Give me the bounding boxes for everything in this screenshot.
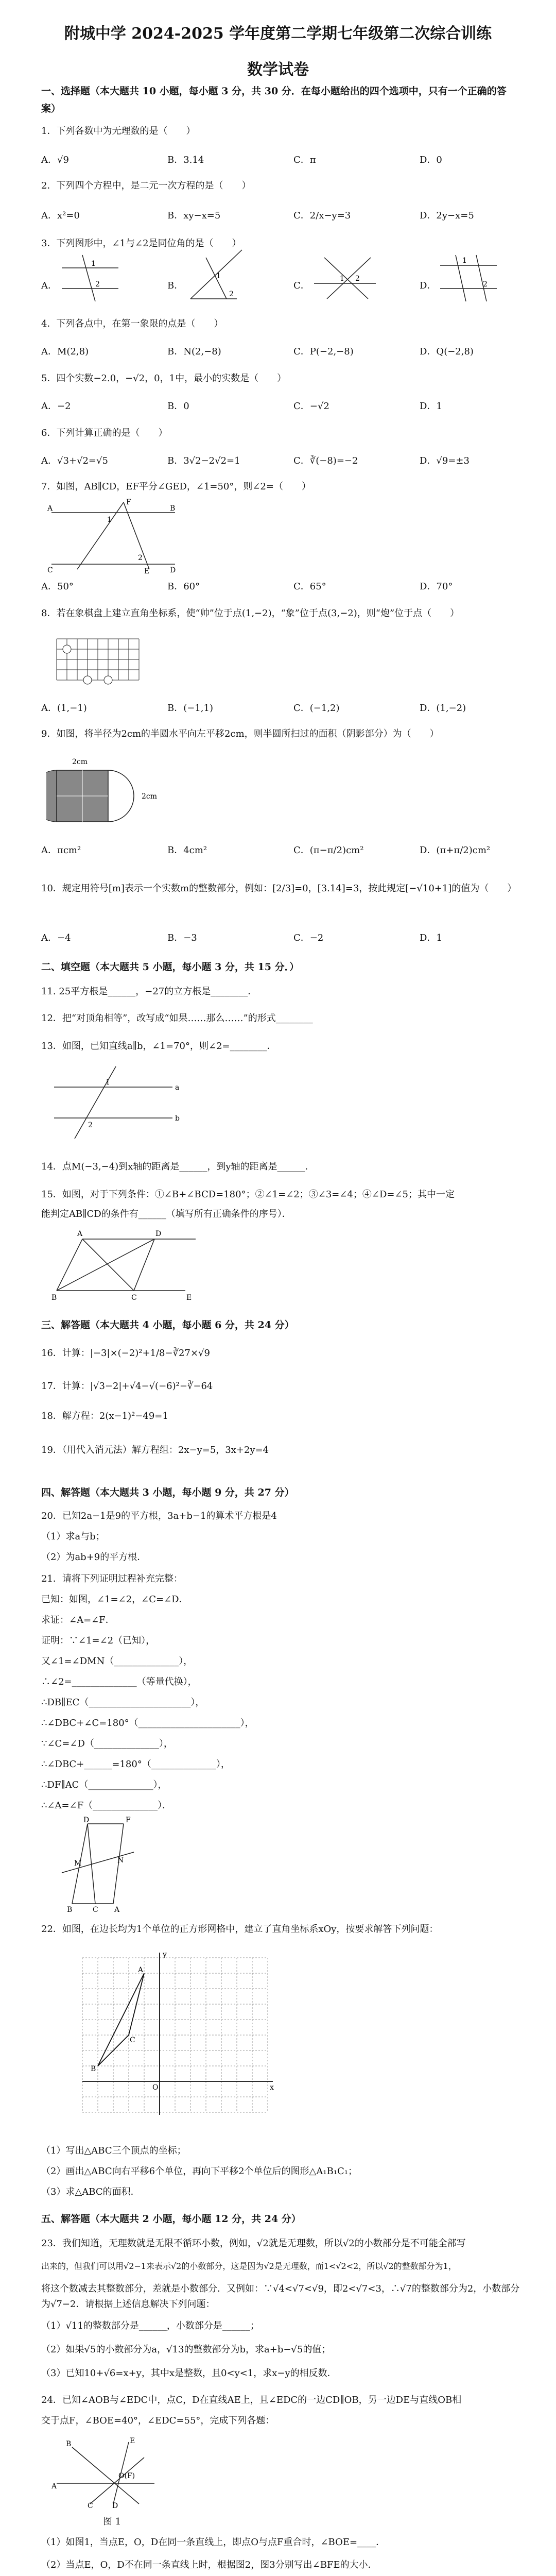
q8-option-c: C．(−1,2) — [293, 703, 340, 714]
q21-line-9: ∵∠C=∠D（______________）， — [41, 1738, 173, 1749]
q7-option-b: B．60° — [167, 581, 200, 592]
q3-option-b: B． — [167, 280, 184, 291]
q6-option-b: B．3√2−2√2=1 — [167, 455, 240, 466]
svg-text:A: A — [77, 1230, 83, 1238]
q8-stem: 8．若在象棋盘上建立直角坐标系，使“帅”位于点(1,−2)，“象”位于点(3,−2)，则“炮”位于点（ ） — [41, 608, 460, 619]
svg-text:C: C — [93, 1906, 98, 1914]
q1-option-a: A．√9 — [41, 155, 69, 165]
svg-text:2cm: 2cm — [72, 758, 88, 766]
q17-text: 17．计算：|√3−2|+√4−√(−6)²−∛−64 — [41, 1381, 213, 1392]
q8-option-b: B．(−1,1) — [167, 703, 213, 714]
svg-text:2: 2 — [483, 280, 488, 289]
svg-text:y: y — [163, 1951, 167, 1959]
q24-figure-1 — [51, 2437, 165, 2509]
q21-line-7: ∴DB∥EC（______________________）， — [41, 1697, 205, 1708]
svg-text:D: D — [112, 2502, 118, 2509]
q5-stem: 5．四个实数−2.0，−√2，0，1中，最小的实数是（ ） — [41, 373, 287, 384]
svg-text:F: F — [126, 1816, 131, 1824]
q1-option-c: C．π — [293, 155, 316, 165]
section-3-heading: 三、解答题（本大题共 4 小题，每小题 6 分，共 24 分） — [41, 1319, 294, 1331]
q21-line-2: 已知：如图，∠1=∠2，∠C=∠D． — [41, 1594, 188, 1605]
svg-text:E: E — [130, 2437, 135, 2445]
q10-option-d: D．1 — [420, 933, 442, 943]
q4-option-a: A．M(2,8) — [41, 346, 89, 357]
svg-text:C: C — [131, 1294, 137, 1302]
q6-option-a: A．√3+√2=√5 — [41, 455, 108, 466]
section-2-heading: 二、填空题（本大题共 5 小题，每小题 3 分，共 15 分．） — [41, 961, 300, 973]
q2-option-a: A．x²=0 — [41, 210, 80, 221]
svg-text:O: O — [152, 2083, 159, 2092]
q5-option-c: C．−√2 — [293, 401, 329, 412]
q12-text: 12．把“对顶角相等”，改写成“如果……那么……”的形式________ — [41, 1013, 313, 1024]
svg-text:x: x — [270, 2083, 274, 2092]
svg-text:N: N — [117, 1856, 124, 1865]
q8-option-a: A．(1,−1) — [41, 703, 87, 714]
q3-figure-c — [311, 252, 378, 304]
q1-option-b: B．3.14 — [167, 155, 204, 165]
q6-option-c: C．∛(−8)=−2 — [293, 455, 358, 466]
svg-text:O(F): O(F) — [118, 2472, 135, 2480]
q9-semicircle-figure — [46, 750, 180, 832]
svg-text:B: B — [170, 504, 176, 513]
section-4-heading: 四、解答题（本大题共 3 小题，每小题 9 分，共 27 分） — [41, 1487, 294, 1498]
q22-line-1: 22．如图，在边长均为1个单位的正方形网格中，建立了直角坐标系xOy，按要求解答下列问题： — [41, 1924, 439, 1935]
svg-text:A: A — [51, 2482, 57, 2490]
q23-line-1: 23．我们知道，无理数就是无限不循环小数，例如，√2就是无理数，所以√2的小数部分是不可能全部写 — [41, 2238, 466, 2249]
svg-text:D: D — [170, 566, 176, 574]
page-title: 附城中学 2024-2025 学年度第二学期七年级第二次综合训练 — [64, 25, 492, 43]
q7-stem: 7．如图，AB∥CD，EF平分∠GED，∠1=50°，则∠2=（ ） — [41, 481, 311, 492]
svg-text:E: E — [186, 1294, 192, 1302]
svg-text:1: 1 — [106, 1078, 110, 1087]
q19-text: 19．（用代入消元法）解方程组：2x−y=5，3x+2y=4 — [41, 1445, 269, 1455]
q2-option-d: D．2y−x=5 — [420, 210, 474, 221]
q16-text: 16．计算：|−3|×(−2)²+1/8−∛27×√9 — [41, 1348, 210, 1359]
q21-figure — [57, 1816, 160, 1914]
q11-text: 11. 25平方根是______，−27的立方根是________． — [41, 986, 257, 997]
q8-chessboard-figure — [51, 634, 144, 690]
svg-text:B: B — [91, 2065, 96, 2073]
svg-text:2: 2 — [95, 280, 100, 289]
q8-option-d: D．(1,−2) — [420, 703, 466, 714]
q3-figure-b — [185, 247, 247, 304]
q1-stem: 1．下列各数中为无理数的是（ ） — [41, 126, 196, 137]
section-5-heading: 五、解答题（本大题共 2 小题，每小题 12 分，共 24 分） — [41, 2213, 301, 2225]
q21-line-1: 21．请将下列证明过程补充完整： — [41, 1573, 183, 1584]
svg-text:b: b — [175, 1114, 180, 1123]
q18-text: 18．解方程：2(x−1)²−49=1 — [41, 1411, 168, 1421]
svg-text:1: 1 — [107, 516, 112, 524]
q13-figure — [49, 1061, 183, 1144]
svg-text:2: 2 — [138, 554, 143, 562]
q3-option-c: C． — [293, 280, 310, 291]
q3-figure-d — [438, 252, 499, 304]
q3-figure-a — [59, 252, 121, 304]
q6-option-d: D．√9=±3 — [420, 455, 470, 466]
q21-line-10: ∴∠DBC+______=180°（______________）， — [41, 1759, 230, 1770]
q10-option-b: B．−3 — [167, 933, 197, 943]
page-subtitle: 数学试卷 — [247, 61, 309, 79]
q9-option-b: B．4cm² — [167, 845, 207, 856]
q21-line-11: ∴DF∥AC（______________）， — [41, 1780, 167, 1790]
svg-text:1: 1 — [91, 260, 96, 268]
q3-option-a: A． — [41, 280, 57, 291]
q21-line-5: 又∠1=∠DMN（______________）， — [41, 1656, 193, 1667]
q21-line-12: ∴∠A=∠F（______________）． — [41, 1800, 172, 1811]
q4-option-c: C．P(−2,−8) — [293, 346, 354, 357]
q7-figure — [46, 497, 180, 574]
q3-stem: 3．下列图形中，∠1与∠2是同位角的是（ ） — [41, 238, 241, 249]
q3-option-d: D． — [420, 280, 437, 291]
q15-text-line2: 能判定AB∥CD的条件有______（填写所有正确条件的序号）． — [41, 1209, 291, 1219]
q23-line-6: （3）已知10+√6=x+y，其中x是整数，且0<y<1，求x−y的相反数． — [41, 2368, 337, 2379]
svg-text:A: A — [138, 1966, 144, 1974]
q2-option-b: B．xy−x=5 — [167, 210, 221, 221]
q20-line-3: （2）为ab+9的平方根． — [41, 1552, 147, 1563]
q5-option-d: D．1 — [420, 401, 442, 412]
q9-stem: 9．如图，将半径为2cm的半圆水平向左平移2cm，则半圆所扫过的面积（阴影部分）为（ ） — [41, 728, 439, 739]
q9-option-d: D．(π+π/2)cm² — [420, 845, 491, 856]
svg-text:C: C — [88, 2502, 93, 2509]
q5-option-a: A．−2 — [41, 401, 71, 412]
q23-line-2: 出来的，但我们可以用√2−1来表示√2的小数部分，这是因为√2是无理数，而1<√2<2，所以√2的整数部分为1， — [41, 2261, 457, 2271]
svg-text:1: 1 — [216, 272, 221, 280]
q4-option-b: B．N(2,−8) — [167, 346, 221, 357]
svg-text:2: 2 — [355, 275, 360, 283]
q14-text: 14．点M(−3,−4)到x轴的距离是______，到y轴的距离是______． — [41, 1161, 315, 1172]
q23-line-3: 将这个数减去其整数部分，差就是小数部分．又例如：∵√4<√7<√9，即2<√7<3，∴√7的整数部分为2，小数部分为√7−2．请根据上述信息解决下列问题： — [41, 2283, 520, 2310]
q20-line-1: 20．已知2a−1是9的平方根，3a+b−1的算术平方根是4 — [41, 1511, 277, 1521]
q24-figure-1-caption: 图 1 — [103, 2516, 121, 2527]
svg-text:D: D — [83, 1816, 90, 1824]
q2-option-c: C．2/x−y=3 — [293, 210, 351, 221]
svg-text:A: A — [47, 504, 53, 513]
q4-stem: 4．下列各点中，在第一象限的点是（ ） — [41, 318, 223, 329]
q24-part-1: （1）如图1，当点E，O，D在同一条直线上，即点O与点F重合时，∠BOE=____． — [41, 2537, 386, 2548]
svg-text:B: B — [51, 1294, 57, 1302]
svg-text:2: 2 — [229, 290, 234, 298]
q5-option-b: B．0 — [167, 401, 189, 412]
svg-text:B: B — [66, 2440, 72, 2448]
q22-line-4: （3）求△ABC的面积． — [41, 2187, 140, 2197]
q10-option-c: C．−2 — [293, 933, 324, 943]
svg-text:a: a — [175, 1083, 180, 1092]
q9-option-c: C．(π−π/2)cm² — [293, 845, 364, 856]
q10-stem: 10．规定用符号[m]表示一个实数m的整数部分，例如：[2/3]=0，[3.14]=3，按此规定[−√10+1]的值为（ ） — [41, 883, 517, 894]
q15-text-line1: 15．如图，对于下列条件：①∠B+∠BCD=180°；②∠1=∠2；③∠3=∠4；④∠D=∠5；其中一定 — [41, 1189, 455, 1200]
q7-option-a: A．50° — [41, 581, 74, 592]
q20-line-2: （1）求a与b； — [41, 1531, 105, 1542]
q21-line-8: ∴∠DBC+∠C=180°（______________________）， — [41, 1718, 254, 1728]
svg-text:1: 1 — [462, 257, 467, 265]
q21-line-4: 证明：∵∠1=∠2（已知）， — [41, 1635, 155, 1646]
q24-line-2: 交于点F，∠BOE=40°，∠EDC=55°，完成下列各题： — [41, 2415, 275, 2426]
svg-text:B: B — [67, 1906, 73, 1914]
q7-option-d: D．70° — [420, 581, 453, 592]
q24-line-1: 24．已知∠AOB与∠EDC中，点C，D在直线AE上，且∠EDC的一边CD∥OB，另一边DE与直线OB相 — [41, 2395, 462, 2405]
q9-option-a: A．πcm² — [41, 845, 81, 856]
q23-line-4: （1）√11的整数部分是______，小数部分是______； — [41, 2320, 259, 2331]
q4-option-d: D．Q(−2,8) — [420, 346, 474, 357]
svg-text:D: D — [155, 1230, 162, 1238]
q7-option-c: C．65° — [293, 581, 326, 592]
q13-text: 13．如图，已知直线a∥b，∠1=70°，则∠2=________． — [41, 1041, 276, 1052]
svg-text:C: C — [130, 2036, 135, 2044]
q22-line-3: （2）画出△ABC向右平移6个单位，再向下平移2个单位后的图形△A₁B₁C₁； — [41, 2166, 358, 2177]
svg-text:A: A — [114, 1906, 120, 1914]
q1-option-d: D．0 — [420, 155, 442, 165]
section-1-heading: 一、选择题（本大题共 10 小题，每小题 3 分，共 30 分．在每小题给出的四个选项中，只有一个正确的答案） — [41, 86, 507, 114]
q22-grid-figure — [72, 1947, 278, 2123]
q24-part-2: （2）当点E，O，D不在同一条直线上时，根据图2，图3分别写出∠BFE的大小． — [41, 2560, 377, 2570]
q6-stem: 6．下列计算正确的是（ ） — [41, 428, 168, 438]
svg-text:F: F — [126, 498, 131, 506]
q21-line-6: ∴∠2=______________（等量代换）， — [41, 1676, 197, 1687]
svg-text:2: 2 — [88, 1121, 93, 1129]
svg-text:1: 1 — [340, 275, 344, 283]
svg-text:E: E — [144, 567, 150, 574]
q2-stem: 2．下列四个方程中，是二元一次方程的是（ ） — [41, 180, 251, 191]
svg-text:M: M — [74, 1859, 82, 1868]
q21-line-3: 求证：∠A=∠F． — [41, 1615, 115, 1625]
svg-text:C: C — [47, 566, 53, 574]
q15-figure — [51, 1229, 206, 1306]
q22-line-2: （1）写出△ABC三个顶点的坐标； — [41, 2145, 186, 2156]
q23-line-5: （2）如果√5的小数部分为a，√13的整数部分为b，求a+b−√5的值； — [41, 2344, 331, 2355]
q10-option-a: A．−4 — [41, 933, 71, 943]
svg-text:2cm: 2cm — [142, 792, 158, 801]
